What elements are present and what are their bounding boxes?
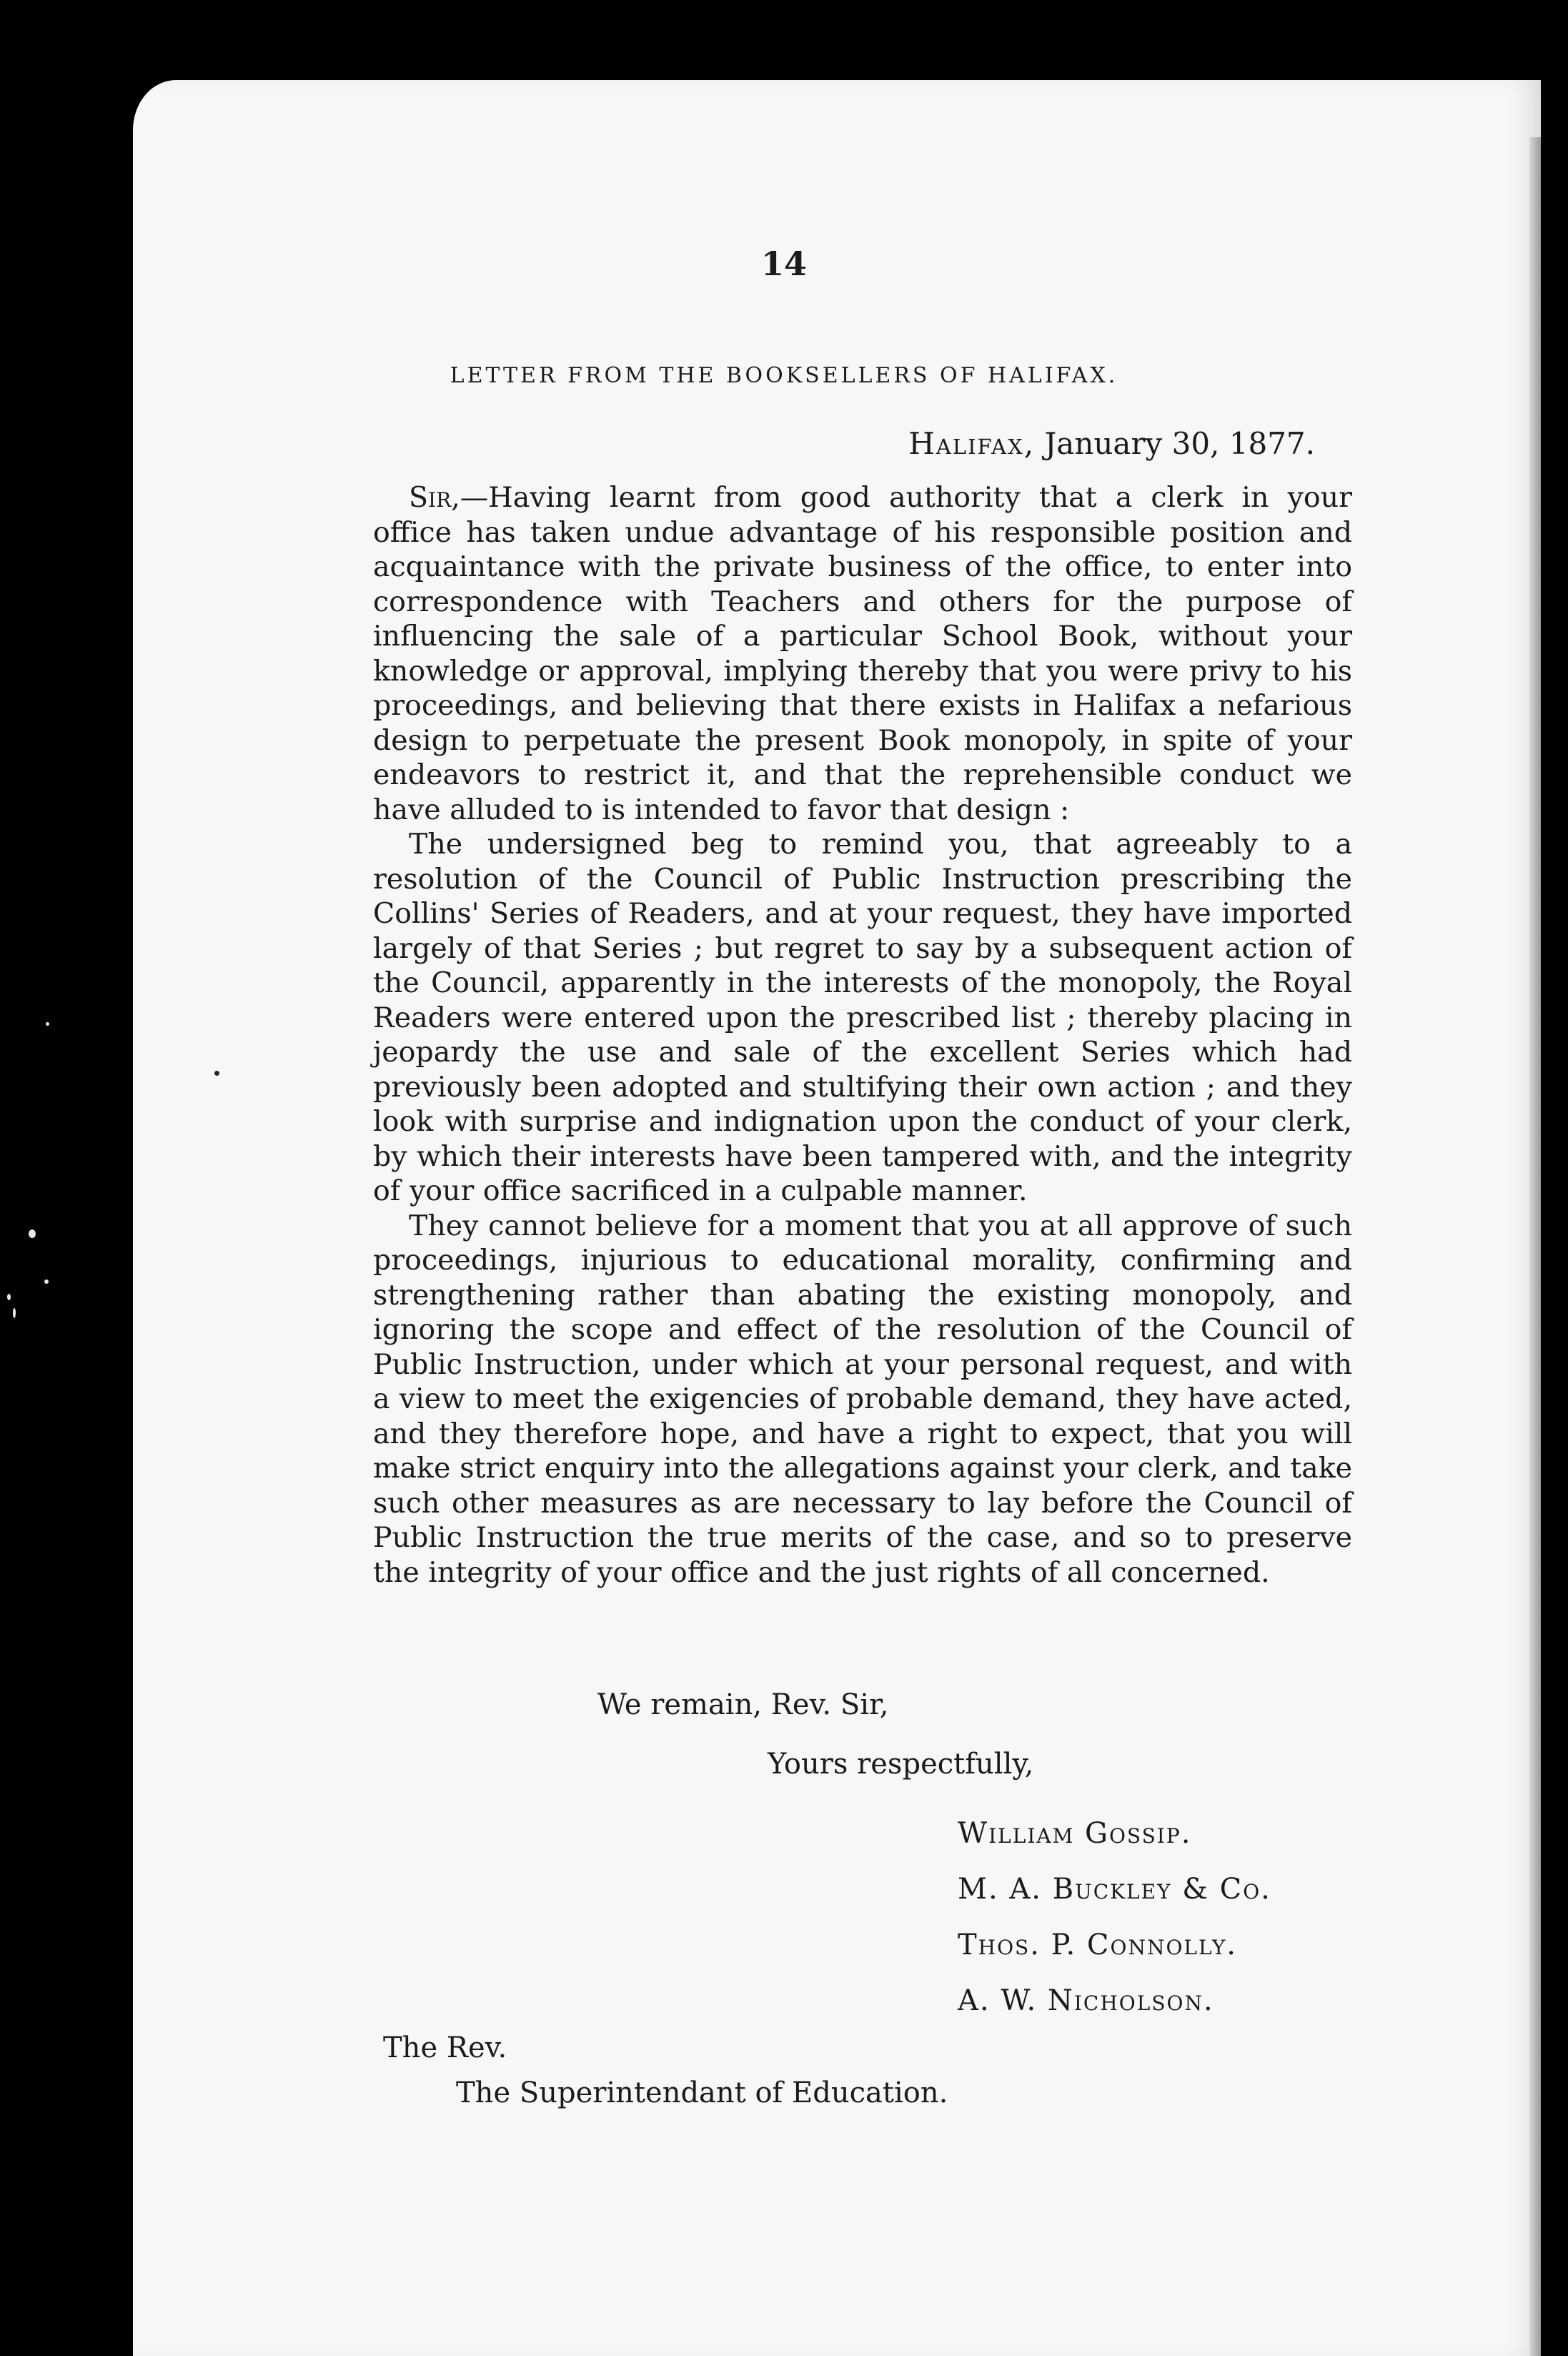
signatory: M. A. Buckley & Co. bbox=[958, 1873, 1271, 1906]
speck bbox=[44, 1280, 49, 1284]
addressee-line-2: The Superintendant of Education. bbox=[456, 2077, 948, 2109]
speck bbox=[46, 1022, 49, 1026]
signatory: Thos. P. Connolly. bbox=[958, 1929, 1238, 1961]
dateline-date: January 30, 1877. bbox=[1044, 426, 1315, 461]
speck bbox=[7, 1294, 11, 1300]
paragraph-1 bbox=[373, 480, 1352, 827]
letter-body bbox=[373, 480, 1352, 1590]
signatory: William Gossip. bbox=[958, 1817, 1192, 1850]
signature-list bbox=[958, 1806, 1271, 2029]
salutation: Sir, bbox=[409, 481, 460, 514]
paragraph-1-text: —Having learnt from good authority that a clerk in your office has taken undue advantage of his responsible position and acquaintance with the private business of the office, to enter into correspondence with Teachers and others for the purpose of influencing the sale of a particular School Book, without your knowledge or approval, implying thereby that you were privy to his proceedings, and believing that there exists in Halifax a nefarious design to perpetuate the present Book monopoly, in spite of your endeavors to restrict it, and that the reprehensible conduct we have alluded to is intended to favor that design : bbox=[373, 481, 1352, 826]
dateline-place: Halifax, bbox=[908, 426, 1036, 461]
speck bbox=[29, 1229, 36, 1238]
speck bbox=[214, 1071, 219, 1076]
signatory: A. W. Nicholson. bbox=[958, 1984, 1214, 2017]
letter-heading: LETTER FROM THE BOOKSELLERS OF HALIFAX. bbox=[450, 363, 1118, 388]
speck bbox=[13, 1308, 16, 1318]
dateline bbox=[858, 426, 1315, 461]
closing-line: We remain, Rev. Sir, bbox=[597, 1688, 889, 1721]
regards-line: Yours respectfully, bbox=[768, 1748, 1034, 1781]
paper-edge-shadow bbox=[1529, 137, 1541, 2356]
paragraph-3: They cannot believe for a moment that you at all approve of such proceedings, injurious to educational morality, confirming and strengthening rather than abating the existing monopoly, and ignoring the scope and effect of the resolution of the Council of Public Instruction, under which at your personal request, and with a view to meet the exigencies of probable demand, they have acted, and they therefore hope, and have a right to expect, that you will make strict enquiry into the allegations against your clerk, and take such other measures as are necessary to lay before the Council of Public Instruction the true merits of the case, and so to preserve the integrity of your office and the just rights of all concerned. bbox=[373, 1209, 1352, 1589]
page-number: 14 bbox=[760, 244, 807, 283]
addressee-line-1: The Rev. bbox=[383, 2031, 507, 2064]
paragraph-2: The undersigned beg to remind you, that agreeably to a resolution of the Council of Public Instruction prescribing the Collins' Series of Readers, and at your request, they have imported largely of that Series ; but regret to say by a subsequent action of the Council, apparently in the interests of the monopoly, the Royal Readers were entered upon the prescribed list ; thereby placing in jeopardy the use and sale of the excellent Series which had previously been adopted and stultifying their own action ; and they look with surprise and indignation upon the conduct of your clerk, by which their interests have been tampered with, and the integrity of your office sacrificed in a culpable manner. bbox=[373, 828, 1352, 1207]
